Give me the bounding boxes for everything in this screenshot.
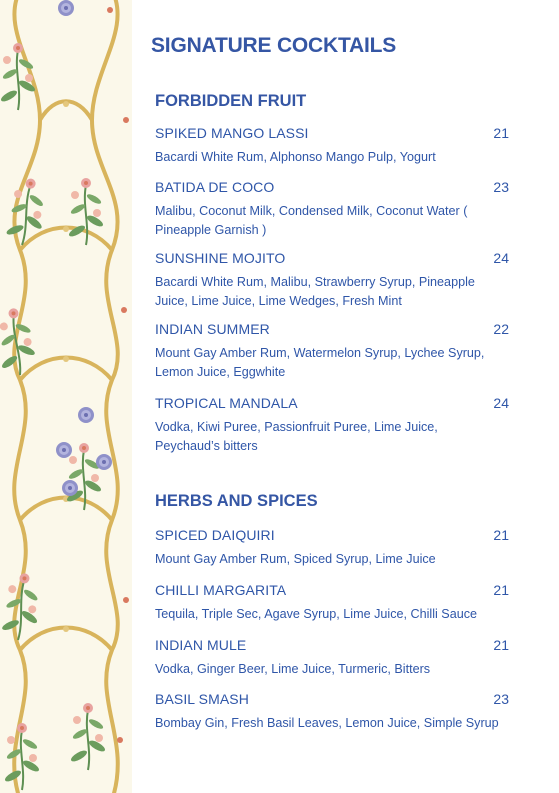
menu-item-name: BASIL SMASH — [155, 691, 249, 707]
menu-content — [151, 0, 509, 793]
menu-item-price: 21 — [493, 527, 509, 543]
menu-item — [155, 582, 509, 624]
menu-item-name: SUNSHINE MOJITO — [155, 250, 286, 266]
menu-item-name: SPICED DAIQUIRI — [155, 527, 275, 543]
menu-item — [155, 527, 509, 569]
menu-item-name: TROPICAL MANDALA — [155, 395, 298, 411]
menu-item-description: Malibu, Coconut Milk, Condensed Milk, Coconut Water ( Pineapple Garnish ) — [155, 204, 468, 237]
floral-pattern-icon — [0, 0, 132, 793]
menu-item — [155, 395, 509, 455]
menu-item — [155, 691, 509, 733]
menu-item-price: 21 — [493, 637, 509, 653]
menu-item-name: BATIDA DE COCO — [155, 179, 275, 195]
menu-item-description: Mount Gay Amber Rum, Watermelon Syrup, Lychee Syrup, Lemon Juice, Eggwhite — [155, 346, 485, 379]
section-heading-forbidden-fruit: FORBIDDEN FRUIT — [155, 92, 307, 110]
menu-item-description: Bacardi White Rum, Alphonso Mango Pulp, Yogurt — [155, 150, 436, 164]
section-heading-herbs-and-spices: HERBS AND SPICES — [155, 492, 318, 510]
menu-item — [155, 250, 509, 310]
menu-item — [155, 321, 509, 381]
menu-item-description: Vodka, Kiwi Puree, Passionfruit Puree, Lime Juice, Peychaud’s bitters — [155, 420, 438, 453]
menu-item-price: 24 — [493, 250, 509, 266]
menu-item-name: INDIAN SUMMER — [155, 321, 270, 337]
menu-item-description: Bacardi White Rum, Malibu, Strawberry Syrup, Pineapple Juice, Lime Juice, Lime Wedges, Fresh Mint — [155, 275, 475, 308]
menu-item-price: 21 — [493, 582, 509, 598]
floral-border — [0, 0, 132, 793]
menu-item-price: 22 — [493, 321, 509, 337]
menu-item-description: Tequila, Triple Sec, Agave Syrup, Lime Juice, Chilli Sauce — [155, 607, 478, 621]
menu-item-price: 23 — [493, 179, 509, 195]
menu-item-description: Vodka, Ginger Beer, Lime Juice, Turmeric, Bitters — [155, 662, 431, 676]
page-title: SIGNATURE COCKTAILS — [151, 34, 397, 57]
menu-item-price: 21 — [493, 125, 509, 141]
menu-item-name: CHILLI MARGARITA — [155, 582, 287, 598]
menu-item-price: 24 — [493, 395, 509, 411]
menu-item — [155, 125, 509, 167]
menu-item-description: Bombay Gin, Fresh Basil Leaves, Lemon Juice, Simple Syrup — [155, 716, 499, 730]
menu-item-name: SPIKED MANGO LASSI — [155, 125, 309, 141]
menu-item-price: 23 — [493, 691, 509, 707]
menu-item-name: INDIAN MULE — [155, 637, 247, 653]
menu-item — [155, 179, 509, 239]
menu-item — [155, 637, 509, 679]
menu-item-description: Mount Gay Amber Rum, Spiced Syrup, Lime Juice — [155, 552, 436, 566]
